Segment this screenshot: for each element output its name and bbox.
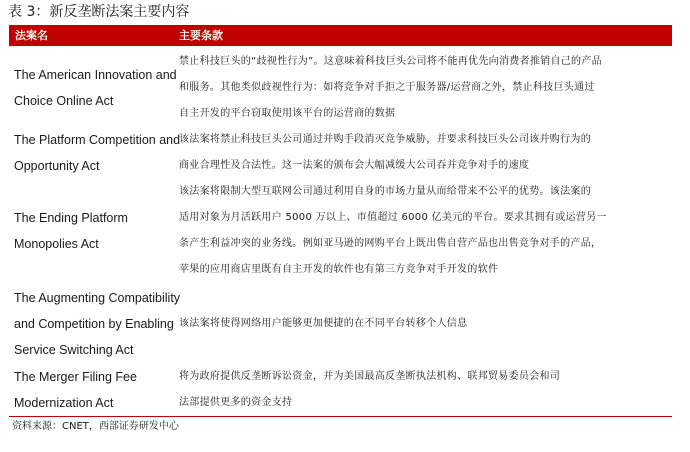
law-name: The Augmenting Compatibility	[14, 291, 181, 305]
provision-line: 适用对象为月活跃用户 5000 万以上、市值超过 6000 亿美元的平台。要求其拥有或运营另一	[179, 212, 607, 223]
law-name: The Ending Platform	[14, 211, 128, 225]
provision-line: 和服务。其他类似歧视性行为：如将竞争对手拒之于服务器/运营商之外，禁止科技巨头通过	[179, 82, 595, 93]
law-name: and Competition by Enabling	[14, 317, 174, 331]
table-title: 表 3：新反垄断法案主要内容	[8, 4, 190, 20]
provision-line: 条产生利益冲突的业务线。例如亚马逊的网购平台上既出售自营产品也出售竞争对手的产品，	[179, 238, 602, 249]
provision-line: 苹果的应用商店里既有自主开发的软件也有第三方竞争对手开发的软件	[179, 264, 499, 275]
provision-line: 自主开发的平台窃取使用该平台的运营商的数据	[179, 108, 396, 119]
law-name: Opportunity Act	[14, 159, 100, 173]
header-law-name: 法案名	[15, 29, 48, 42]
table-bottom-rule	[9, 416, 672, 417]
provision-line: 商业合理性及合法性。这一法案的颁布会大幅减缓大公司吞并竞争对手的速度	[179, 160, 530, 171]
law-name: The American Innovation and	[14, 68, 177, 82]
provision-line: 该法案将禁止科技巨头公司通过并购手段消灭竞争威胁，并要求科技巨头公司该并购行为的	[179, 134, 591, 145]
law-name: Choice Online Act	[14, 94, 114, 108]
provision-line: 将为政府提供反垄断诉讼资金，并为美国最高反垄断执法机构、联邦贸易委员会和司	[179, 371, 561, 382]
law-name: The Merger Filing Fee	[14, 370, 137, 384]
provision-line: 法部提供更多的资金支持	[179, 397, 293, 408]
provision-line: 该法案将限制大型互联网公司通过利用自身的市场力量从而给带来不公平的优势。该法案的	[179, 186, 591, 197]
law-name: Service Switching Act	[14, 343, 134, 357]
header-provisions: 主要条款	[179, 29, 223, 42]
law-name: The Platform Competition and	[14, 133, 181, 147]
source-note: 资料来源：CNET，西部证券研发中心	[12, 421, 179, 432]
table-header	[9, 25, 672, 46]
provision-line: 该法案将使得网络用户能够更加便捷的在不同平台转移个人信息	[179, 318, 468, 329]
provision-line: 禁止科技巨头的“歧视性行为”。这意味着科技巨头公司将不能再优先向消费者推销自己的产品	[179, 56, 602, 67]
law-name: Modernization Act	[14, 396, 114, 410]
law-name: Monopolies Act	[14, 237, 99, 251]
